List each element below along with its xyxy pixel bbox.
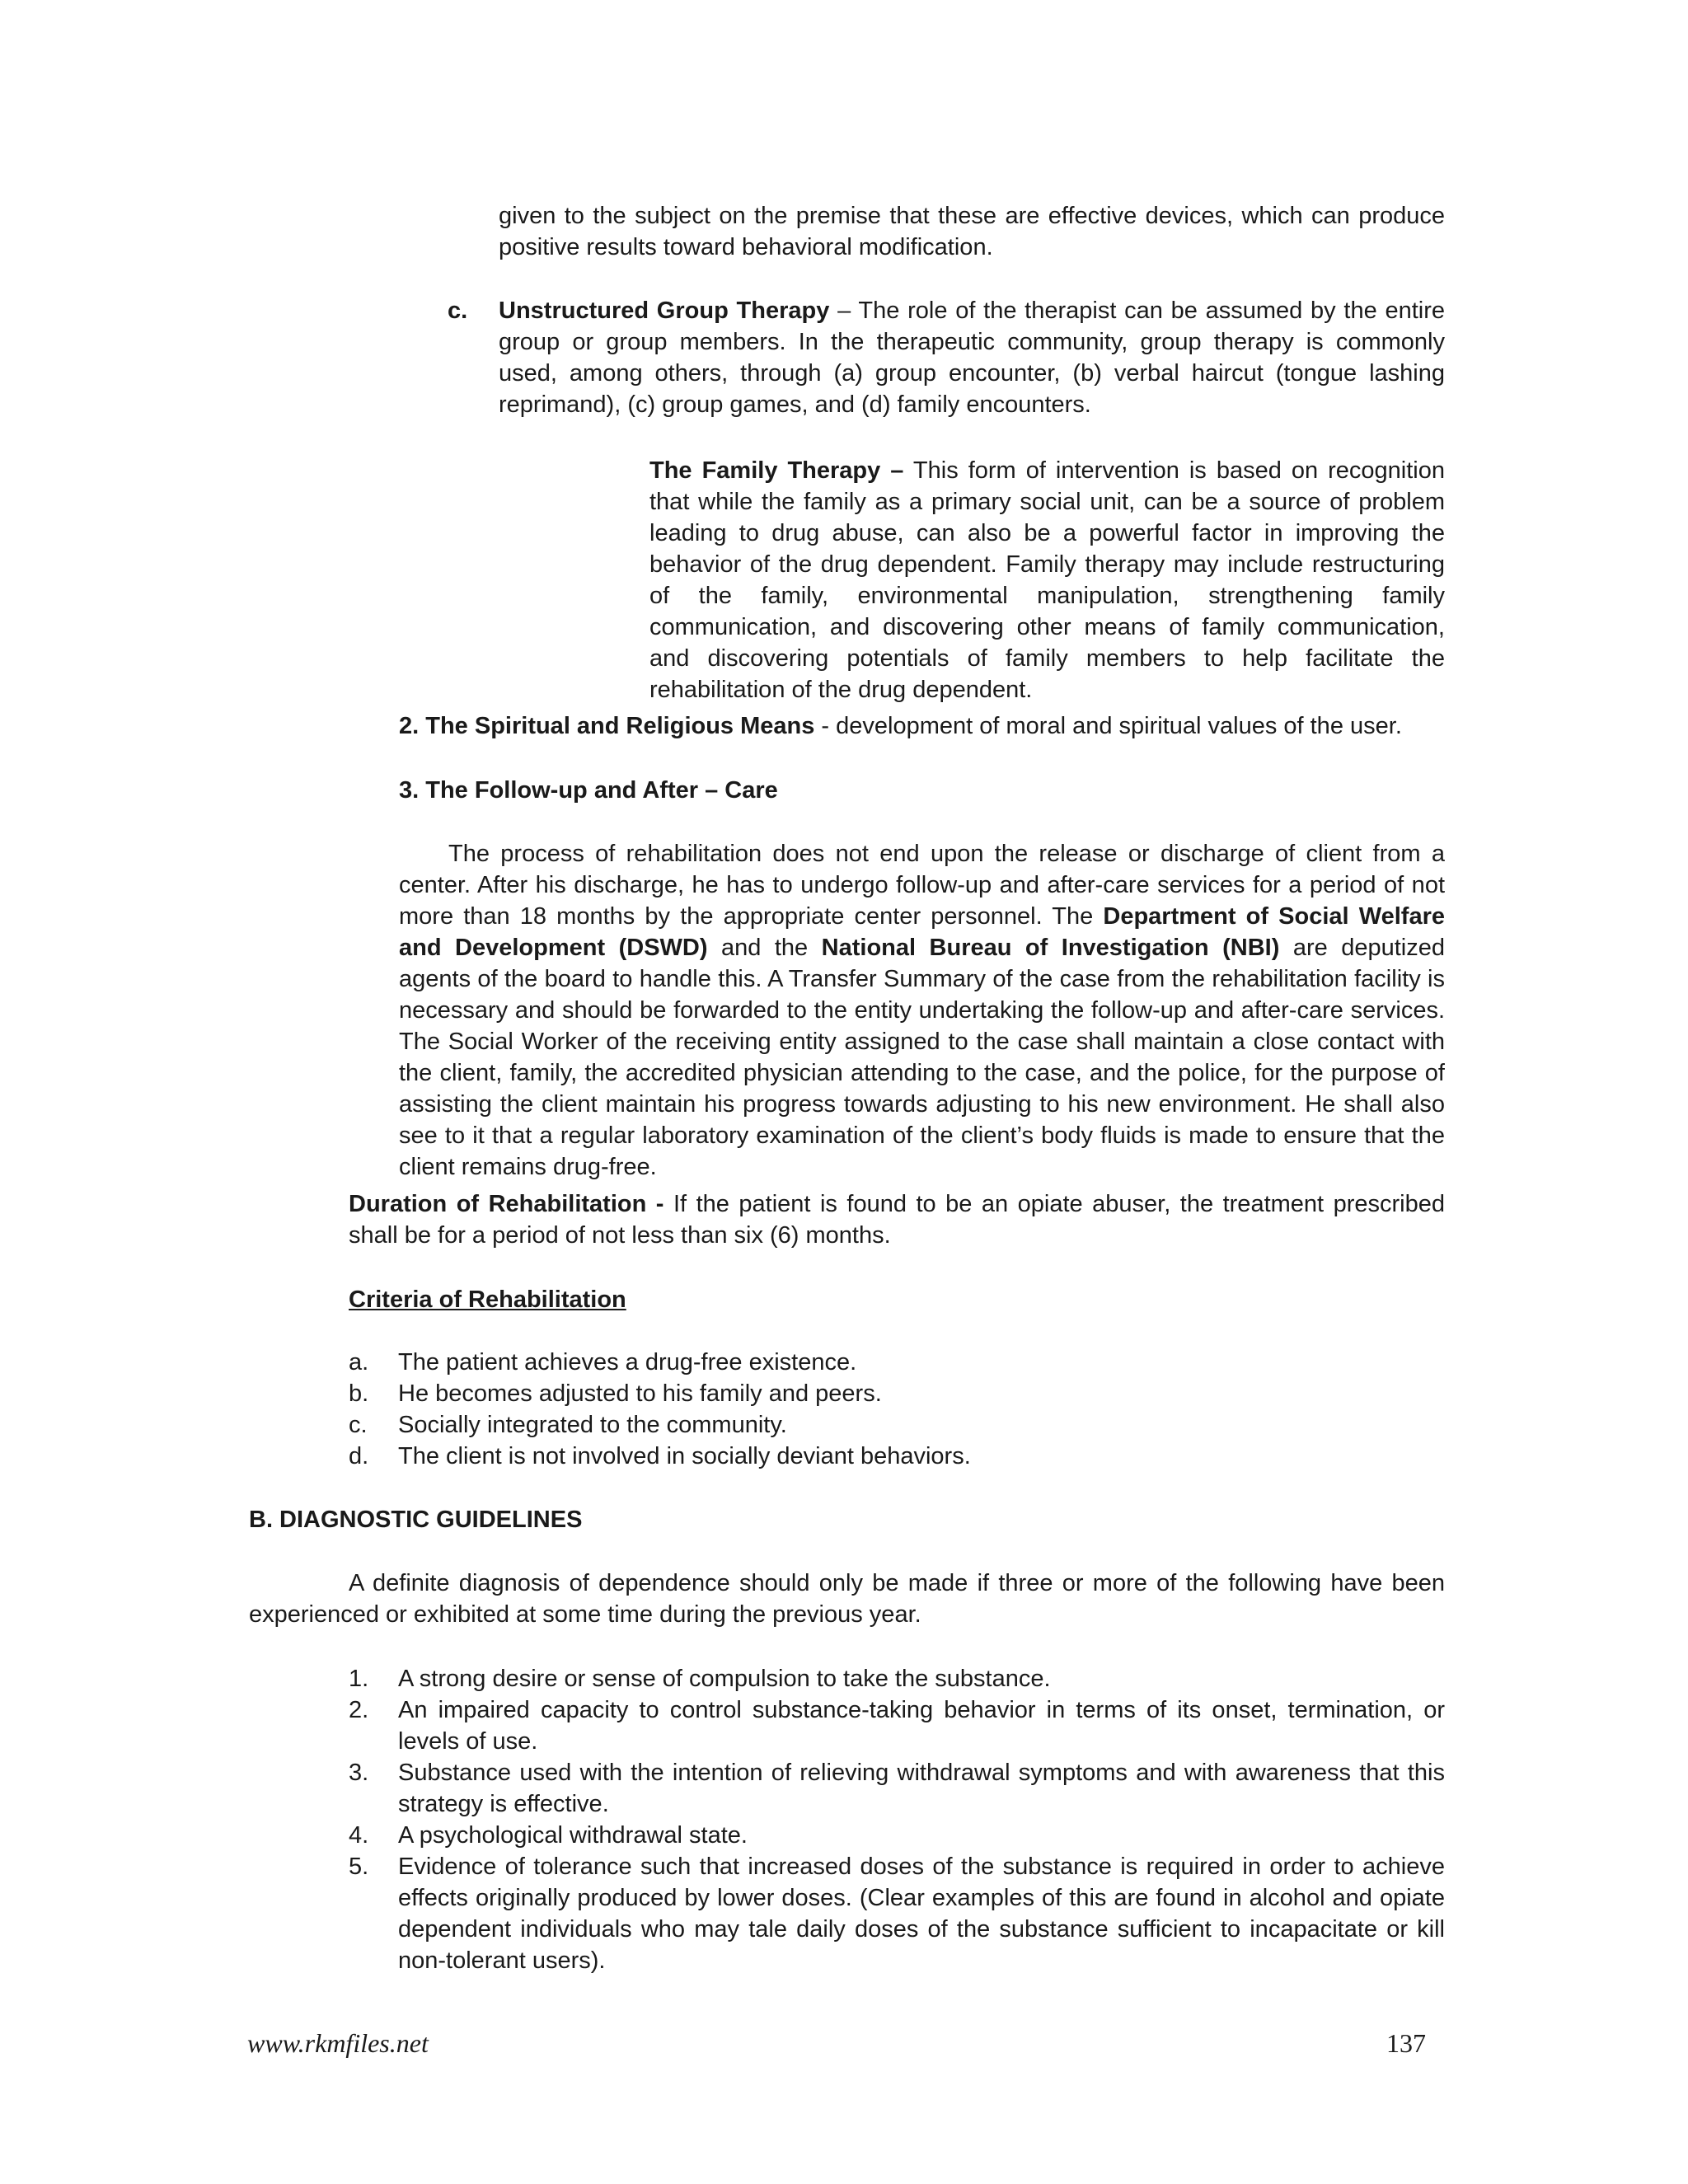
diagnostic-intro-paragraph: A definite diagnosis of dependence should only be made if three or more of the following have been experienced or exhibited at some time during the previous year. — [249, 1570, 1445, 1628]
unstructured-group-therapy-paragraph — [499, 295, 1445, 420]
duration-paragraph — [349, 1188, 1445, 1251]
footer-website: www.rkmfiles.net — [247, 2028, 429, 2058]
list-item-text: Socially integrated to the community. — [398, 1412, 787, 1438]
list-item-text: The patient achieves a drug-free existence. — [398, 1349, 857, 1376]
duration-text: If the patient is found to be an opiate abuser, the treatment prescribed shall be for a period of not less than six (6) months. — [349, 1191, 1445, 1249]
criteria-heading — [349, 1284, 626, 1315]
list-item — [349, 1820, 1445, 1851]
duration-title: Duration of Rehabilitation - — [349, 1191, 664, 1217]
list-marker: d. — [349, 1443, 369, 1469]
list-marker: b. — [349, 1380, 369, 1407]
list-marker: 4. — [349, 1822, 369, 1849]
list-marker-c: c. — [448, 298, 468, 324]
paragraph-continued: given to the subject on the premise that these are effective devices, which can produce positive results toward behavioral modification. — [499, 203, 1445, 260]
list-item-text: A strong desire or sense of compulsion to take the substance. — [398, 1666, 1051, 1692]
list-item — [349, 1757, 1445, 1820]
list-item-text: Substance used with the intention of relieving withdrawal symptoms and with awareness that this strategy is effective. — [398, 1760, 1445, 1817]
criteria-heading-text: Criteria of Rehabilitation — [349, 1286, 626, 1313]
followup-paragraph — [399, 838, 1445, 1183]
diagnostic-guidelines-heading: B. DIAGNOSTIC GUIDELINES — [249, 1507, 583, 1533]
followup-text-1: The process of rehabilitation does not end upon the release or discharge of client from a center. After his discharge, he has to undergo follow-up and after-care services for a period of not more than 18 months by the appropriate center personnel. The — [399, 841, 1445, 930]
list-item — [349, 1851, 1445, 1976]
list-marker: a. — [349, 1349, 369, 1376]
list-item-text: He becomes adjusted to his family and peers. — [398, 1380, 882, 1407]
spiritual-means-paragraph — [399, 710, 1445, 742]
list-item — [349, 1347, 1445, 1378]
family-therapy-title: The Family Therapy – — [649, 457, 904, 484]
page-number: 137 — [1386, 2028, 1426, 2058]
list-marker: 3. — [349, 1760, 369, 1786]
list-item-text: An impaired capacity to control substance-taking behavior in terms of its onset, termination, or levels of use. — [398, 1697, 1445, 1755]
list-item — [349, 1663, 1445, 1694]
followup-heading: 3. The Follow-up and After – Care — [399, 777, 778, 804]
list-item — [349, 1409, 1445, 1441]
list-item-text: The client is not involved in socially deviant behaviors. — [398, 1443, 971, 1469]
list-item — [349, 1441, 1445, 1472]
list-item-text: Evidence of tolerance such that increased doses of the substance is required in order to achieve effects originally produced by lower doses. (Clear examples of this are found in alcohol and opiate dependent individuals who may tale daily doses of the substance sufficient to incapacitate or kill non-tolerant users). — [398, 1854, 1445, 1974]
list-item — [349, 1694, 1445, 1757]
nbi-name: National Bureau of Investigation (NBI) — [821, 935, 1280, 961]
unstructured-group-therapy-text: – The role of the therapist can be assumed by the entire group or group members. In the therapeutic community, group therapy is commonly used, among others, through (a) group encounter, (b) verbal haircut (tongue lashing reprimand), (c) group games, and (d) family encounters. — [499, 298, 1445, 418]
list-marker: 2. — [349, 1697, 369, 1723]
list-marker: c. — [349, 1412, 368, 1438]
family-therapy-paragraph — [649, 455, 1445, 705]
spiritual-means-text: - development of moral and spiritual values of the user. — [814, 713, 1402, 739]
family-therapy-text: This form of intervention is based on recognition that while the family as a primary social unit, can be a source of problem leading to drug abuse, can also be a powerful factor in improving the behavior of the drug dependent. Family therapy may include restructuring of the family, environmental manipulation, strengthening family communication, and discovering other means of family communication, and discovering potentials of family members to help facilitate the rehabilitation of the drug dependent. — [649, 457, 1445, 703]
list-marker: 5. — [349, 1854, 369, 1880]
spiritual-means-title: 2. The Spiritual and Religious Means — [399, 713, 815, 739]
dswd-name: Department of Social Welfare and Development (DSWD) — [399, 903, 1445, 961]
list-item-text: A psychological withdrawal state. — [398, 1822, 748, 1849]
list-marker: 1. — [349, 1666, 369, 1692]
followup-text-3: are deputized agents of the board to handle this. A Transfer Summary of the case from the rehabilitation facility is necessary and should be forwarded to the entity undertaking the follow-up and after-care services. The Social Worker of the receiving entity assigned to the case shall maintain a close contact with the client, family, the accredited physician attending to the case, and the police, for the purpose of assisting the client maintain his progress towards adjusting to his new environment. He shall also see to it that a regular laboratory examination of the client’s body fluids is made to ensure that the client remains drug-free. — [399, 935, 1445, 1180]
list-item — [349, 1378, 1445, 1409]
unstructured-group-therapy-title: Unstructured Group Therapy — [499, 298, 830, 324]
followup-text-2: and the — [707, 935, 822, 961]
